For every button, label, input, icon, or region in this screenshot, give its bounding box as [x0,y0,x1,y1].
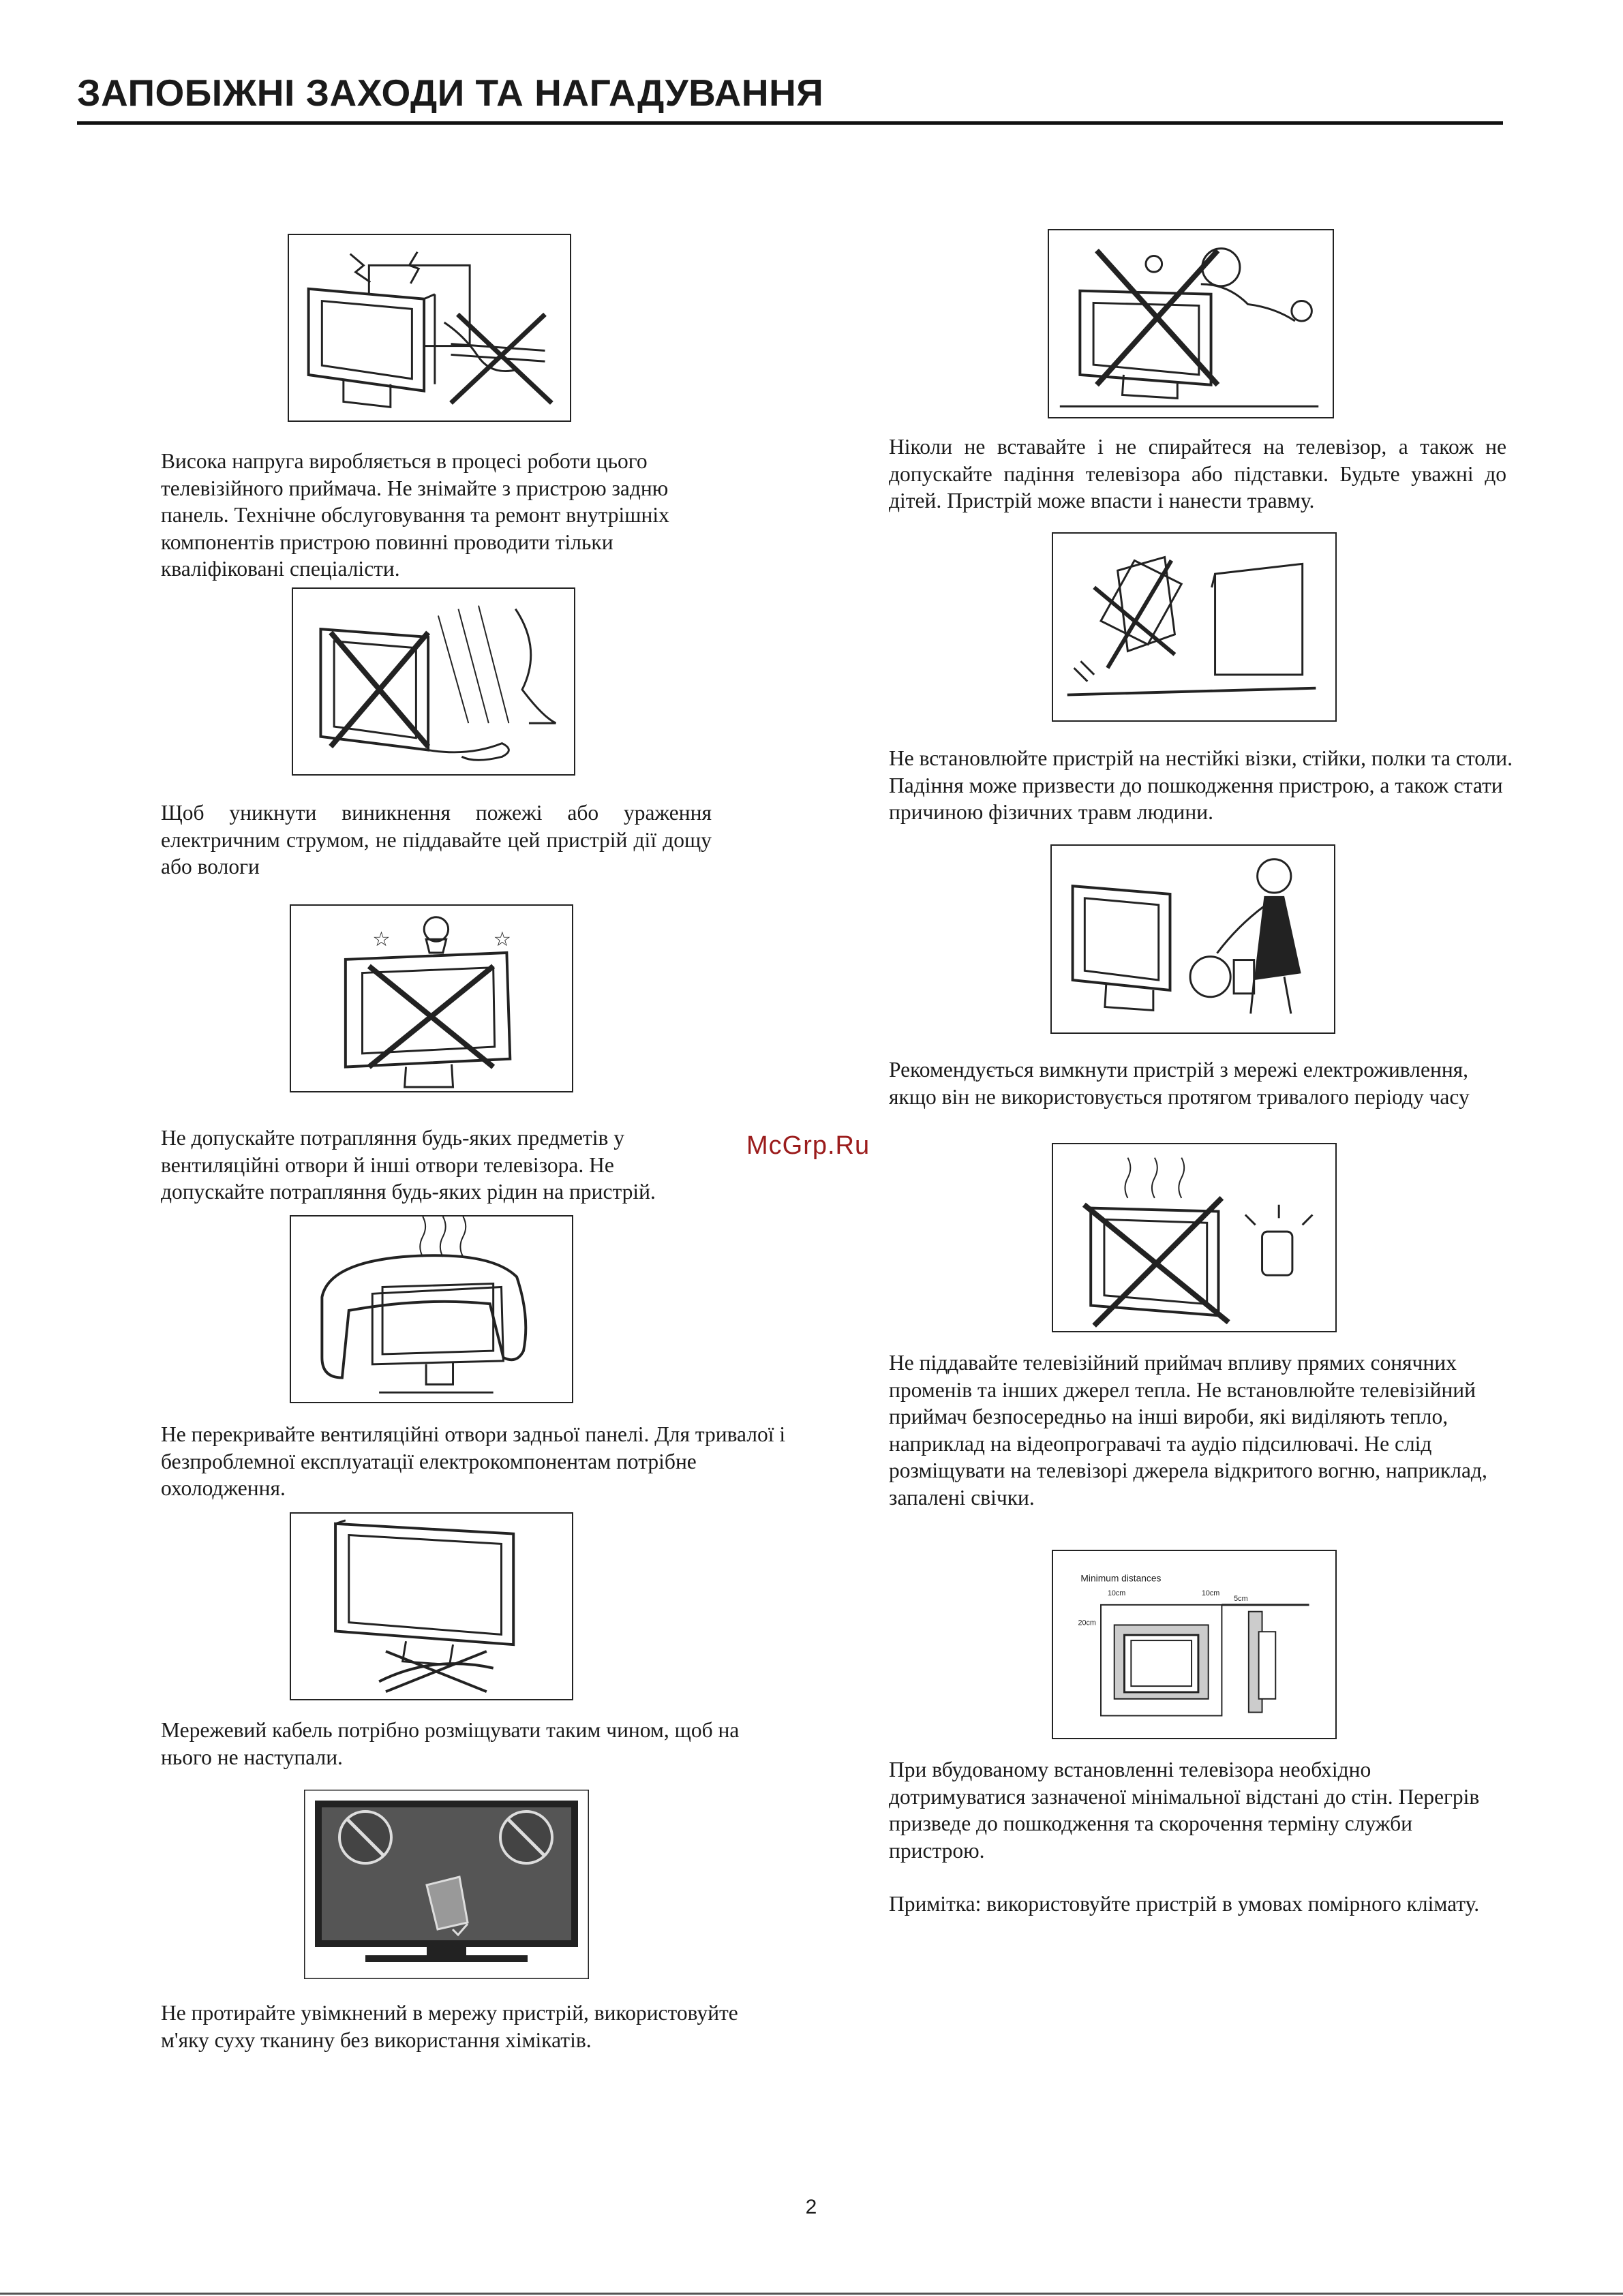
illustration-power-cable [290,1512,573,1700]
svg-text:☆: ☆ [493,929,512,951]
distance-back: 5cm [1234,1594,1248,1603]
distances-heading: Minimum distances [1080,1573,1162,1584]
warning-heat-text: Не піддавайте телевізійний приймач впливу прямих сонячних променів та інших джерел тепла. Не встановлюйте телевізійний приймач безпосередньо на інші вироби, які виділяють тепло, наприклад на відеопрогравачі та аудіо підсилювачі. Не слід розміщувати на телевізорі джерела відкритого вогню, наприклад, запалені свічки. [889,1351,1487,1510]
warning-rain-text: Щоб уникнути виникнення пожежі або ураження електричним струмом, не піддавайте цей пристрій дії дощу або вологи [161,801,712,878]
covered-tv-icon [291,1216,572,1402]
warning-unstable-text: Не встановлюйте пристрій на нестійкі візки, стійки, полки та столи. Падіння може призвести до пошкодження пристрою, а також стати причиною фізичних травм людини. [889,746,1513,824]
cleaning-cloth-icon [304,1790,589,1979]
power-cable-icon [291,1514,572,1699]
illustration-unstable-stand [1052,532,1337,722]
illustration-child-climbing [1048,229,1334,418]
distance-top: 20cm [1078,1619,1096,1627]
illustration-rain [292,587,575,776]
warning-distances-text: При вбудованому встановленні телевізора необхідно дотримуватися зазначеної мінімальної відстані до стін. Перегрів призведе до пошкодження та скорочення терміну служби пристрою. [889,1758,1480,1863]
warning-cleaning-text: Не протирайте увімкнений в мережу пристрій, використовуйте м'яку суху тканину без використання хімікатів. [161,2001,738,2052]
warning-objects-text: Не допускайте потрапляння будь-яких предметів у вентиляційні отвори й інші отвори телевізора. Не допускайте потрапляння будь-яких рідин на пристрій. [161,1126,656,1204]
illustration-heat-sources [1052,1143,1337,1332]
vase-on-tv-icon [291,906,572,1091]
svg-text:☆: ☆ [372,929,391,951]
warning-cable-text: Мережевий кабель потрібно розміщувати таким чином, щоб на нього не наступали. [161,1718,740,1769]
distance-left: 10cm [1107,1589,1126,1598]
child-on-tv-icon [1049,230,1333,417]
watermark: McGrp.Ru [746,1131,870,1160]
title-rule [77,121,1503,125]
bottom-edge-line [0,2293,1623,2295]
page-number: 2 [805,2196,817,2218]
illustration-cover-vents [290,1215,573,1403]
warning-vents-text: Не перекривайте вентиляційні отвори задньої панелі. Для тривалої і безпроблемної експлуатації електрокомпонентам потрібне охолодження. [161,1422,786,1500]
page-title: ЗАПОБІЖНІ ЗАХОДИ ТА НАГАДУВАННЯ [77,72,824,114]
unplug-icon [1052,846,1334,1032]
climate-note-text: Примітка: використовуйте пристрій в умовах помірного клімату. [889,1892,1480,1916]
illustration-cleaning [304,1790,589,1979]
illustration-objects-ventilation [290,904,573,1092]
warning-unplug-text: Рекомендується вимкнути пристрій з мережі електроживлення, якщо він не використовується протягом тривалого періоду часу [889,1058,1470,1109]
distance-right: 10cm [1201,1589,1220,1598]
warning-climbing-text: Ніколи не вставайте і не спирайтеся на телевізор, а також не допускайте падіння телевізора або підставки. Будьте уважні до дітей. Пристрій може впасти і нанести травму. [889,435,1506,512]
warning-high-voltage-text: Висока напруга виробляється в процесі роботи цього телевізійного приймача. Не знімайте з пристрою задню панель. Технічне обслуговування та ремонт внутрішніх компонентів пристрою повинні проводити тільки кваліфіковані спеціалісти. [161,449,669,581]
heater-icon [1053,1144,1335,1331]
illustration-unplug [1050,844,1335,1034]
illustration-minimum-distances [1052,1550,1337,1739]
rain-icon [293,589,574,774]
tv-back-panel-icon [289,235,570,420]
minimum-distances-diagram [1053,1551,1335,1738]
falling-tv-icon [1053,534,1335,720]
illustration-high-voltage [288,234,571,422]
